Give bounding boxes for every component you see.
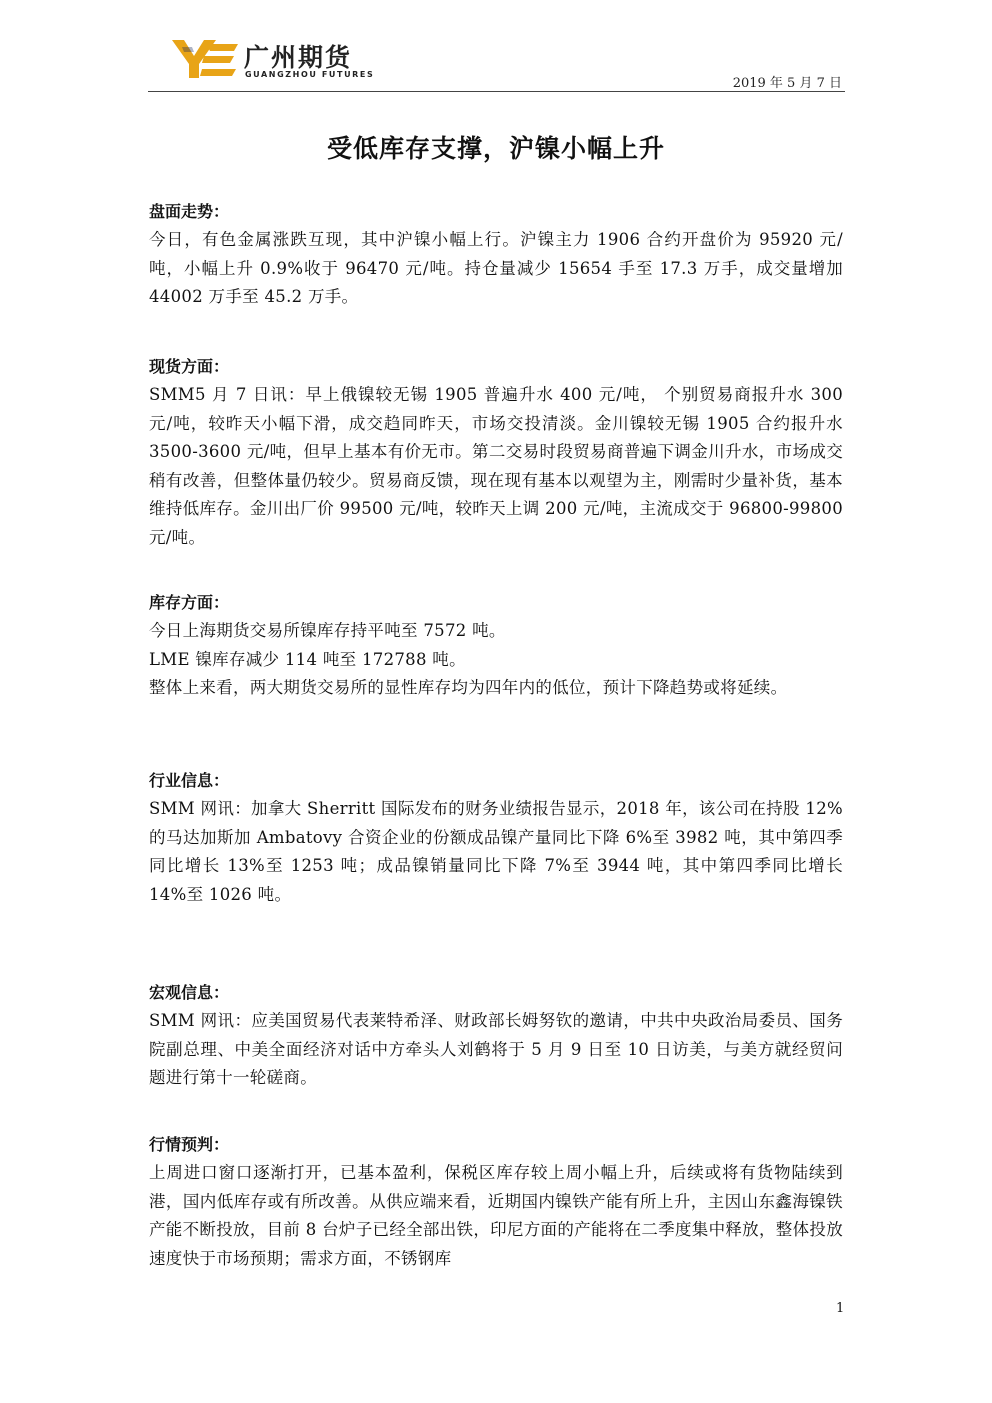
section-paragraph: 整体上来看，两大期货交易所的显性库存均为四年内的低位，预计下降趋势或将延续。 (149, 678, 788, 697)
logo-chinese-name: 广州期货 (244, 43, 353, 72)
logo-english-name: GUANGZHOU FUTURES (245, 70, 375, 79)
section-market-trend (149, 198, 843, 312)
section-paragraph: SMM 网讯：加拿大 Sherritt 国际发布的财务业绩报告显示，2018 年，该公司在持股 12%的马达加斯加 Ambatovy 合资企业的份额成品镍产量同比下降 6%至 3982 吨，其中第四季同比增长 13%至 1253 吨；成品镍销量同比下降 7%至 3944 吨，其中第四季同比增长 14%至 1026 吨。 (149, 799, 843, 904)
section-spot (149, 353, 843, 552)
section-paragraph: 上周进口窗口逐渐打开，已基本盈利，保税区库存较上周小幅上升，后续或将有货物陆续到港，国内低库存或有所改善。从供应端来看，近期国内镍铁产能有所上升，主因山东鑫海镍铁产能不断投放，目前 8 台炉子已经全部出铁，印尼方面的产能将在二季度集中释放，整体投放速度快于市场预期；需求方面，不锈钢库 (149, 1163, 843, 1268)
report-title: 受低库存支撑，沪镍小幅上升 (326, 134, 665, 163)
section-heading: 库存方面： (149, 593, 230, 612)
section-heading: 宏观信息： (149, 983, 230, 1002)
section-inventory (149, 589, 843, 703)
section-industry (149, 767, 843, 909)
section-heading: 行业信息： (149, 771, 230, 790)
section-paragraph: SMM5 月 7 日讯：早上俄镍较无锡 1905 普遍升水 400 元/吨， 个别贸易商报升水 300 元/吨，较昨天小幅下滑，成交趋同昨天，市场交投清淡。金川镍较无锡 1905 合约报升水 3500-3600 元/吨，但早上基本有价无市。第二交易时段贸易商普遍下调金川升水，市场成交稍有改善，但整体量仍较少。贸易商反馈，现在现有基本以观望为主，刚需时少量补货，基本维持低库存。金川出厂价 99500 元/吨，较昨天上调 200 元/吨，主流成交于 96800-99800 元/吨。 (149, 385, 843, 547)
section-paragraph: 今日上海期货交易所镍库存持平吨至 7572 吨。 (149, 621, 506, 640)
section-macro (149, 979, 843, 1093)
section-heading: 现货方面： (149, 357, 230, 376)
company-logo (172, 38, 382, 86)
page-number: 1 (836, 1301, 845, 1316)
section-outlook (149, 1131, 843, 1273)
report-date: 2019 年 5 月 7 日 (732, 76, 842, 91)
section-heading: 行情预判： (149, 1135, 230, 1154)
logo-mark-icon (172, 38, 238, 82)
section-paragraph: 今日，有色金属涨跌互现，其中沪镍小幅上行。沪镍主力 1906 合约开盘价为 95920 元/吨，小幅上升 0.9%收于 96470 元/吨。持仓量减少 15654 手至 17.3 万手，成交量增加 44002 万手至 45.2 万手。 (149, 230, 843, 306)
header-divider (148, 91, 845, 92)
section-paragraph: SMM 网讯：应美国贸易代表莱特希泽、财政部长姆努钦的邀请，中共中央政治局委员、国务院副总理、中美全面经济对话中方牵头人刘鹤将于 5 月 9 日至 10 日访美，与美方就经贸问题进行第十一轮磋商。 (149, 1011, 843, 1087)
section-heading: 盘面走势： (149, 202, 230, 221)
section-paragraph: LME 镍库存减少 114 吨至 172788 吨。 (149, 649, 466, 669)
